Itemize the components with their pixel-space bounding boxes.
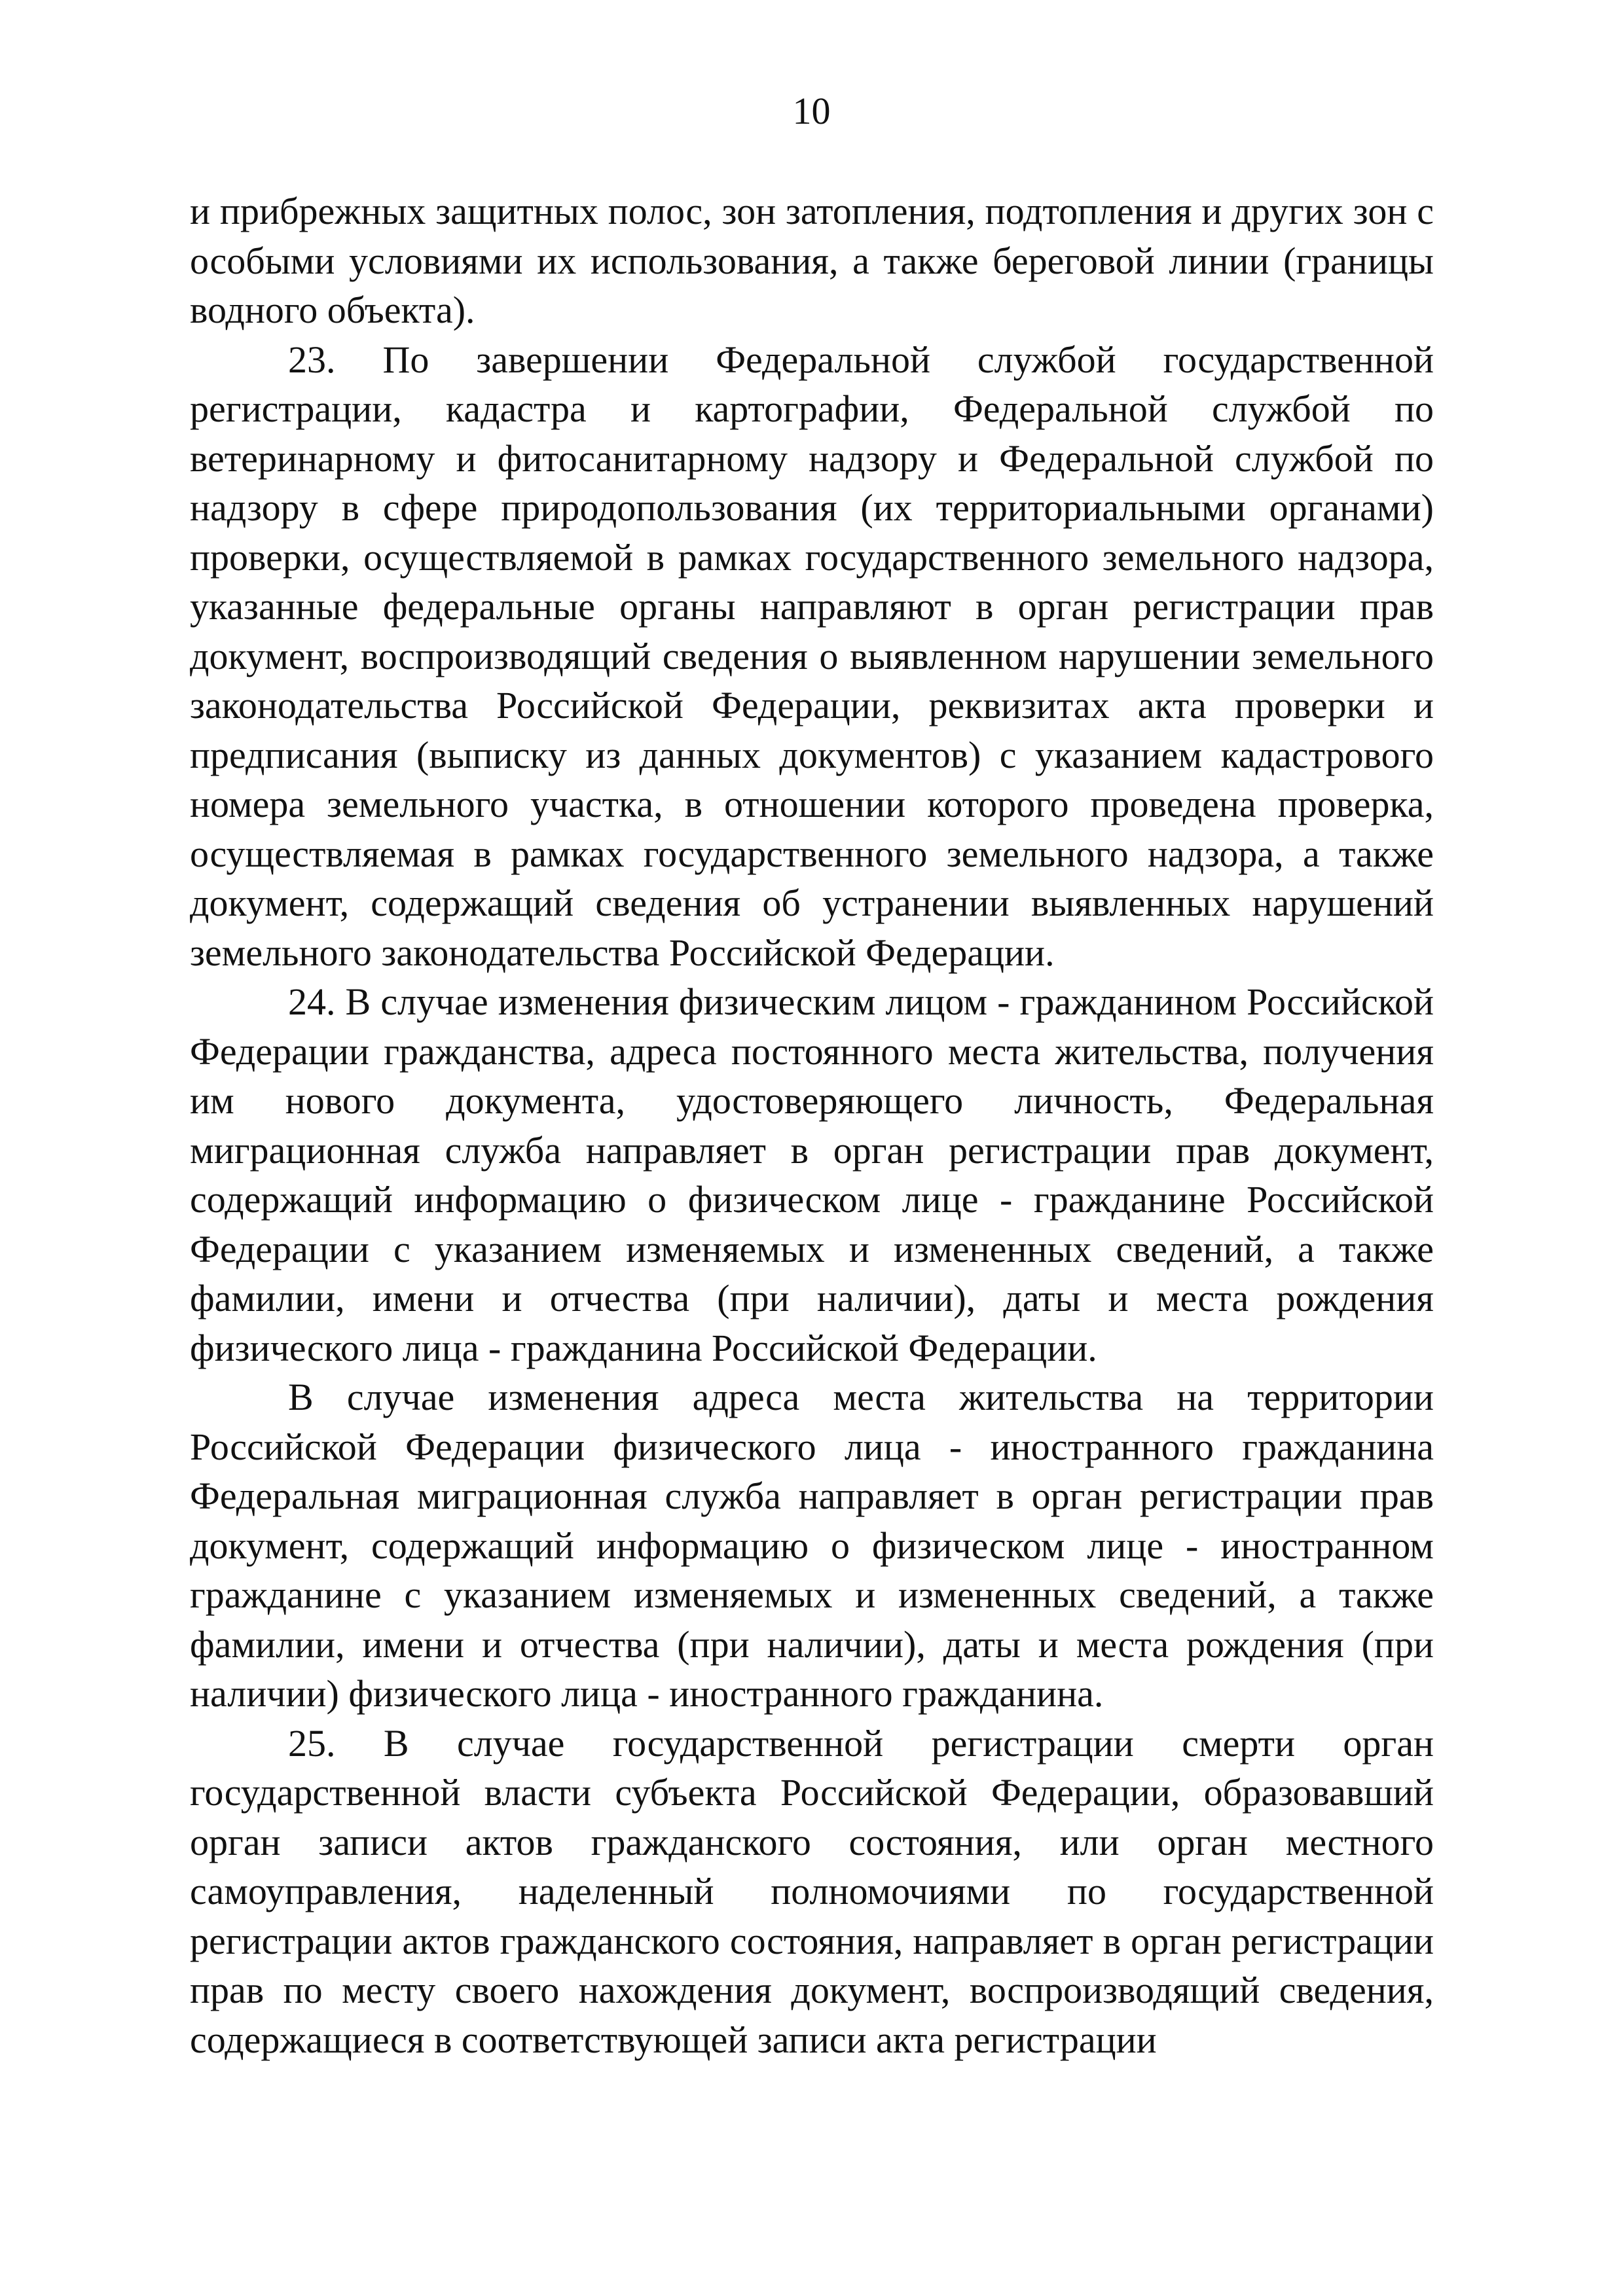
paragraph-number: 23. По: [288, 338, 429, 381]
document-body: [190, 187, 1434, 2064]
paragraph-number: 24. В: [288, 980, 371, 1023]
paragraph-item-25: [190, 1719, 1434, 2065]
paragraph-text: В случае изменения адреса места жительства на территории Российской Федерации физического лица - иностранного гражданина Федеральная миграционная служба направляет в орган регистрации прав документ, содержащий информацию о физическом лице - иностранном гражданине с указанием изменяемых и измененных сведений, а также фамилии, имени и отчества (при наличии), даты и места рождения (при наличии) физического лица - иностранного гражданина.: [190, 1376, 1434, 1715]
paragraph-item-23: [190, 335, 1434, 978]
page-number: 10: [792, 90, 831, 132]
paragraph-continuation: [190, 187, 1434, 335]
paragraph-text: завершении Федеральной службой государственной регистрации, кадастра и картографии, Федеральной службой по ветеринарному и фитосанитарному надзору и Федеральной службой по надзору в сфере природопользования (их территориальными органами) проверки, осуществляемой в рамках государственного земельного надзора, указанные федеральные органы направляют в орган регистрации прав документ, воспроизводящий сведения о выявленном нарушении земельного законодательства Российской Федерации, реквизитах акта проверки и предписания (выписку из данных документов) с указанием кадастрового номера земельного участка, в отношении которого проведена проверка, осуществляемая в рамках государственного земельного надзора, а также документ, содержащий сведения об устранении выявленных нарушений земельного законодательства Российской Федерации.: [190, 338, 1434, 974]
paragraph-text: случае государственной регистрации смерти орган государственной власти субъекта Российской Федерации, образовавший орган записи актов гражданского состояния, или орган местного самоуправления, наделенный полномочиями по государственной регистрации актов гражданского состояния, направляет в орган регистрации прав по месту своего нахождения документ, воспроизводящий сведения, содержащиеся в соответствующей записи акта регистрации: [190, 1721, 1434, 2061]
paragraph-item-24-second: [190, 1372, 1434, 1719]
paragraph-text: случае изменения физическим лицом - гражданином Российской Федерации гражданства, адреса постоянного места жительства, получения им нового документа, удостоверяющего личность, Федеральная миграционная служба направляет в орган регистрации прав документ, содержащий информацию о физическом лице - гражданине Российской Федерации с указанием изменяемых и измененных сведений, а также фамилии, имени и отчества (при наличии), даты и места рождения физического лица - гражданина Российской Федерации.: [190, 980, 1434, 1369]
paragraph-item-24: [190, 977, 1434, 1372]
paragraph-text: и прибрежных защитных полос, зон затопления, подтопления и других зон с особыми условиями их использования, а также береговой линии (границы водного объекта).: [190, 190, 1434, 331]
paragraph-number: 25. В: [288, 1721, 409, 1765]
